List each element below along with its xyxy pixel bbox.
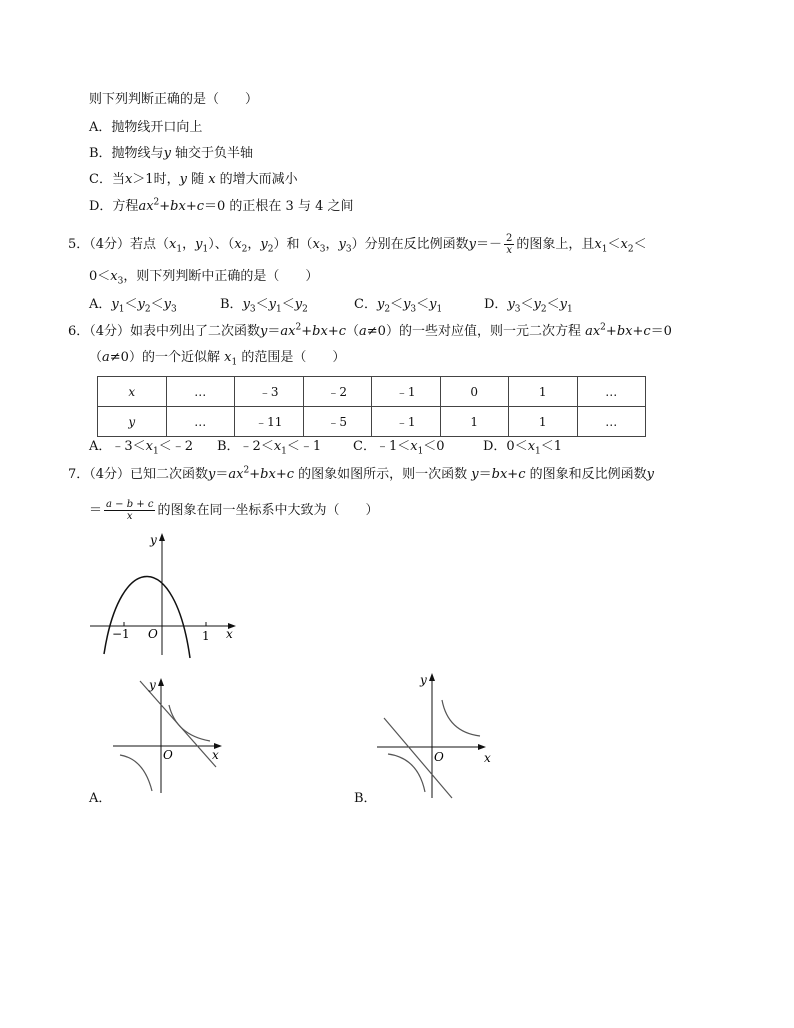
- table-cell: ﹣5: [303, 407, 372, 437]
- question-7-line-2: ＝ $\frac{a - b + c}{x}$ 的图象在同一坐标系中大致为（ ）: [89, 499, 379, 522]
- q4-option-a: A．抛物线开口向上: [89, 120, 203, 135]
- table-cell: y: [98, 407, 167, 437]
- y-axis-arrow: [159, 533, 165, 541]
- parabola-graph: [90, 530, 240, 660]
- value-table: [97, 376, 646, 437]
- x-axis-label: x: [226, 627, 233, 641]
- table-cell: ﹣1: [372, 407, 441, 437]
- origin-label: O: [148, 627, 158, 641]
- table-cell: 1: [440, 407, 509, 437]
- table-cell: 0: [440, 377, 509, 407]
- hyperbola-branch-1: [442, 700, 480, 736]
- table-cell: 1: [509, 407, 578, 437]
- table-cell: …: [166, 377, 235, 407]
- hyperbola-branch-2: [120, 755, 152, 791]
- table-cell: …: [166, 407, 235, 437]
- one-label: 1: [202, 629, 210, 643]
- y-axis-label: y: [149, 678, 156, 692]
- option-b-graph: [374, 670, 504, 800]
- y-axis-arrow: [158, 678, 164, 686]
- option-a-graph: [110, 675, 240, 800]
- origin-label: O: [434, 750, 444, 764]
- neg-one-label: −1: [112, 627, 130, 641]
- parabola-curve: [104, 576, 190, 658]
- q4-option-d: D．方程$ax^2+bx+c=0$ 的正根在 3 与 4 之间: [89, 197, 354, 214]
- table-cell: ﹣1: [372, 377, 441, 407]
- table-cell: …: [577, 407, 646, 437]
- table-row: [98, 407, 646, 437]
- table-cell: ﹣2: [303, 377, 372, 407]
- x-axis-label: x: [212, 748, 219, 762]
- question-5-line-1: 5．（4分）若点（$x_1$，$y_1$）、（$x_2$，$y_2$）和（$x_3$，$y_3$）分别在反比例函数y＝－ $\frac{2}{x}$ 的图象上，且$x_1<x_2<$: [68, 233, 647, 256]
- table-cell: …: [577, 377, 646, 407]
- q5-fraction: $\frac{2}{x}$: [506, 233, 513, 256]
- option-a-label: A．: [89, 791, 112, 806]
- question-6-line-1: 6．（4分）如表中列出了二次函数$y=ax^2+bx+c(a\ne 0)$的一些对应值，则一元二次方程 $ax^2+bx+c=0$: [68, 322, 672, 339]
- x-axis-arrow: [478, 744, 486, 750]
- y-axis-label: y: [420, 673, 427, 687]
- q7-fraction: $\frac{a - b + c}{x}$: [106, 499, 154, 522]
- table-cell: ﹣11: [235, 407, 304, 437]
- table-cell: x: [98, 377, 167, 407]
- table-cell: 1: [509, 377, 578, 407]
- question-7-line-1: 7．（4分）已知二次函数$y=ax^2+bx+c$ 的图象如图所示，则一次函数 y＝bx+c 的图象和反比例函数y: [68, 465, 654, 482]
- origin-label: O: [163, 748, 173, 762]
- y-axis-label: y: [150, 533, 157, 547]
- q4-option-b: B．抛物线与y 轴交于负半轴: [89, 146, 254, 161]
- y-axis-arrow: [429, 673, 435, 681]
- table-row: [98, 377, 646, 407]
- hyperbola-branch-1: [169, 705, 210, 741]
- question-6-line-2: （a≠0）的一个近似解 $x_1$ 的范围是（ ）: [89, 350, 346, 368]
- question-4-stem: 则下列判断正确的是（ ）: [89, 92, 259, 107]
- question-5-line-2: $0<x_3$，则下列判断中正确的是（ ）: [89, 269, 319, 287]
- x-axis-label: x: [484, 751, 491, 765]
- option-b-label: B．: [354, 791, 377, 806]
- q4-option-c: C．当x＞1时，y 随 x 的增大而减小: [89, 172, 298, 187]
- table-cell: ﹣3: [235, 377, 304, 407]
